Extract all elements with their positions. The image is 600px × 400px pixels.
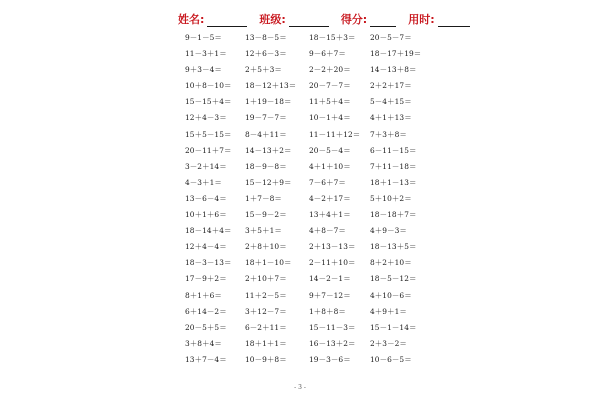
math-problem: 16－13＋2＝: [309, 338, 356, 348]
math-problem: 15－1－14＝: [370, 322, 417, 332]
problem-grid: [185, 30, 430, 368]
score-blank[interactable]: [370, 14, 396, 27]
math-problem: 20－11＋7＝: [185, 145, 232, 155]
math-problem: 10－9＋8＝: [245, 354, 287, 364]
math-problem: 18＋1－10＝: [245, 258, 292, 268]
math-problem: 12＋6－3＝: [245, 49, 287, 59]
math-problem: 9－1－5＝: [185, 33, 222, 42]
class-field: [259, 11, 328, 27]
math-problem: 18－15＋3＝: [309, 33, 356, 42]
math-problem: 1＋7－8＝: [245, 193, 282, 203]
name-label: 姓名:: [178, 13, 205, 26]
math-problem: 18＋1＋1＝: [245, 338, 287, 348]
math-problem: 6＋14－2＝: [185, 306, 227, 316]
math-problem: 4－2＋17＝: [309, 193, 351, 203]
math-problem: 4－3＋1＝: [185, 177, 222, 187]
class-blank[interactable]: [289, 14, 329, 27]
math-problem: 18－14＋4＝: [185, 226, 232, 236]
math-problem: 15－12＋9＝: [245, 177, 292, 187]
math-problem: 18－3－13＝: [185, 258, 232, 268]
score-label: 得分:: [340, 13, 368, 26]
math-problem: 4＋10－6＝: [370, 290, 412, 300]
math-problem: 12＋4－4＝: [185, 242, 227, 252]
math-problem: 14－2－1＝: [309, 274, 351, 284]
page-number: - 3 -: [294, 384, 306, 391]
math-problem: 15－11－3＝: [309, 322, 356, 332]
math-problem: 13－6－4＝: [185, 193, 227, 203]
math-problem: 2＋10＋7＝: [245, 274, 287, 284]
math-problem: 18－13＋5＝: [370, 242, 417, 252]
math-problem: 15＋5－15＝: [185, 129, 232, 139]
math-problem: 18＋1－13＝: [370, 177, 417, 187]
math-problem: 18－17＋19＝: [370, 49, 422, 59]
math-problem: 15－15＋4＝: [185, 97, 232, 107]
math-problem: 4＋1＋13＝: [370, 113, 412, 123]
math-problem: 2＋8＋10＝: [245, 242, 287, 252]
math-problem: 2＋3－2＝: [370, 338, 407, 348]
math-problem: 14－13＋8＝: [370, 65, 417, 75]
time-label: 用时:: [408, 13, 435, 26]
math-problem: 20－5－7＝: [370, 33, 412, 42]
math-problem: 13＋4＋1＝: [309, 210, 351, 220]
math-problem: 10＋1＋6＝: [185, 210, 227, 220]
math-problem: 6－11－15＝: [370, 145, 417, 155]
score-field: [341, 11, 396, 27]
time-field: [408, 11, 469, 27]
class-label: 班级:: [259, 13, 286, 26]
math-problem: 15－9－2＝: [245, 210, 287, 220]
math-problem: 13＋7－4＝: [185, 354, 227, 364]
math-problem: 2＋2＋17＝: [370, 81, 412, 91]
math-problem: 11＋2－5＝: [245, 290, 287, 300]
math-problem: 11－11＋12＝: [309, 129, 361, 139]
math-problem: 8＋2＋10＝: [370, 258, 412, 268]
math-problem: 7＋3＋8＝: [370, 129, 407, 139]
math-problem: 20－7－7＝: [309, 81, 351, 91]
math-problem: 12＋4－3＝: [185, 113, 227, 123]
math-problem: 9＋7－12＝: [309, 290, 351, 300]
math-problem: 10－1＋4＝: [309, 113, 351, 123]
math-problem: 20－5＋5＝: [185, 322, 227, 332]
time-blank[interactable]: [438, 14, 470, 27]
worksheet-header: [178, 9, 600, 27]
math-problem: 9－6＋7＝: [309, 49, 346, 59]
math-problem: 8＋1＋6＝: [185, 290, 222, 300]
math-problem: 1＋8＋8＝: [309, 306, 346, 316]
math-problem: 1＋19－18＝: [245, 97, 292, 107]
name-field: [178, 11, 247, 27]
math-problem: 18－12＋13＝: [245, 81, 297, 91]
math-problem: 3－2＋14＝: [185, 161, 227, 171]
name-blank[interactable]: [207, 14, 247, 27]
math-problem: 11＋5＋4＝: [309, 97, 351, 107]
math-problem: 4＋9＋1＝: [370, 306, 407, 316]
math-problem: 10－6－5＝: [370, 354, 412, 364]
math-problem: 5＋10＋2＝: [370, 193, 412, 203]
math-problem: 2－2＋20＝: [309, 65, 351, 75]
math-problem: 2－11＋10＝: [309, 258, 356, 268]
math-problem: 18－9－8＝: [245, 161, 287, 171]
math-problem: 5－4＋15＝: [370, 97, 412, 107]
math-problem: 14－13＋2＝: [245, 145, 292, 155]
math-problem: 8－4＋11＝: [245, 129, 287, 139]
math-problem: 7＋11－18＝: [370, 161, 417, 171]
math-problem: 9＋3－4＝: [185, 65, 222, 75]
math-problem: 4＋8－7＝: [309, 226, 346, 236]
math-problem: 3＋8＋4＝: [185, 338, 222, 348]
math-problem: 4＋1＋10＝: [309, 161, 351, 171]
math-problem: 2＋5＋3＝: [245, 65, 282, 75]
math-problem: 7－6＋7＝: [309, 177, 346, 187]
math-problem: 18－5－12＝: [370, 274, 417, 284]
math-problem: 3＋5＋1＝: [245, 226, 282, 236]
math-problem: 13－8－5＝: [245, 33, 287, 42]
math-problem: 3＋12－7＝: [245, 306, 287, 316]
math-problem: 19－7－7＝: [245, 113, 287, 123]
math-problem: 10＋8－10＝: [185, 81, 232, 91]
math-problem: 11－3＋1＝: [185, 49, 227, 59]
math-problem: 20－5－4＝: [309, 145, 351, 155]
math-problem: 19－3－6＝: [309, 354, 351, 364]
math-problem: 18－18＋7＝: [370, 210, 417, 220]
math-problem: 2＋13－13＝: [309, 242, 356, 252]
math-problem: 4＋9－3＝: [370, 226, 407, 236]
math-problem: 6－2＋11＝: [245, 322, 287, 332]
math-problem: 17－9＋2＝: [185, 274, 227, 284]
